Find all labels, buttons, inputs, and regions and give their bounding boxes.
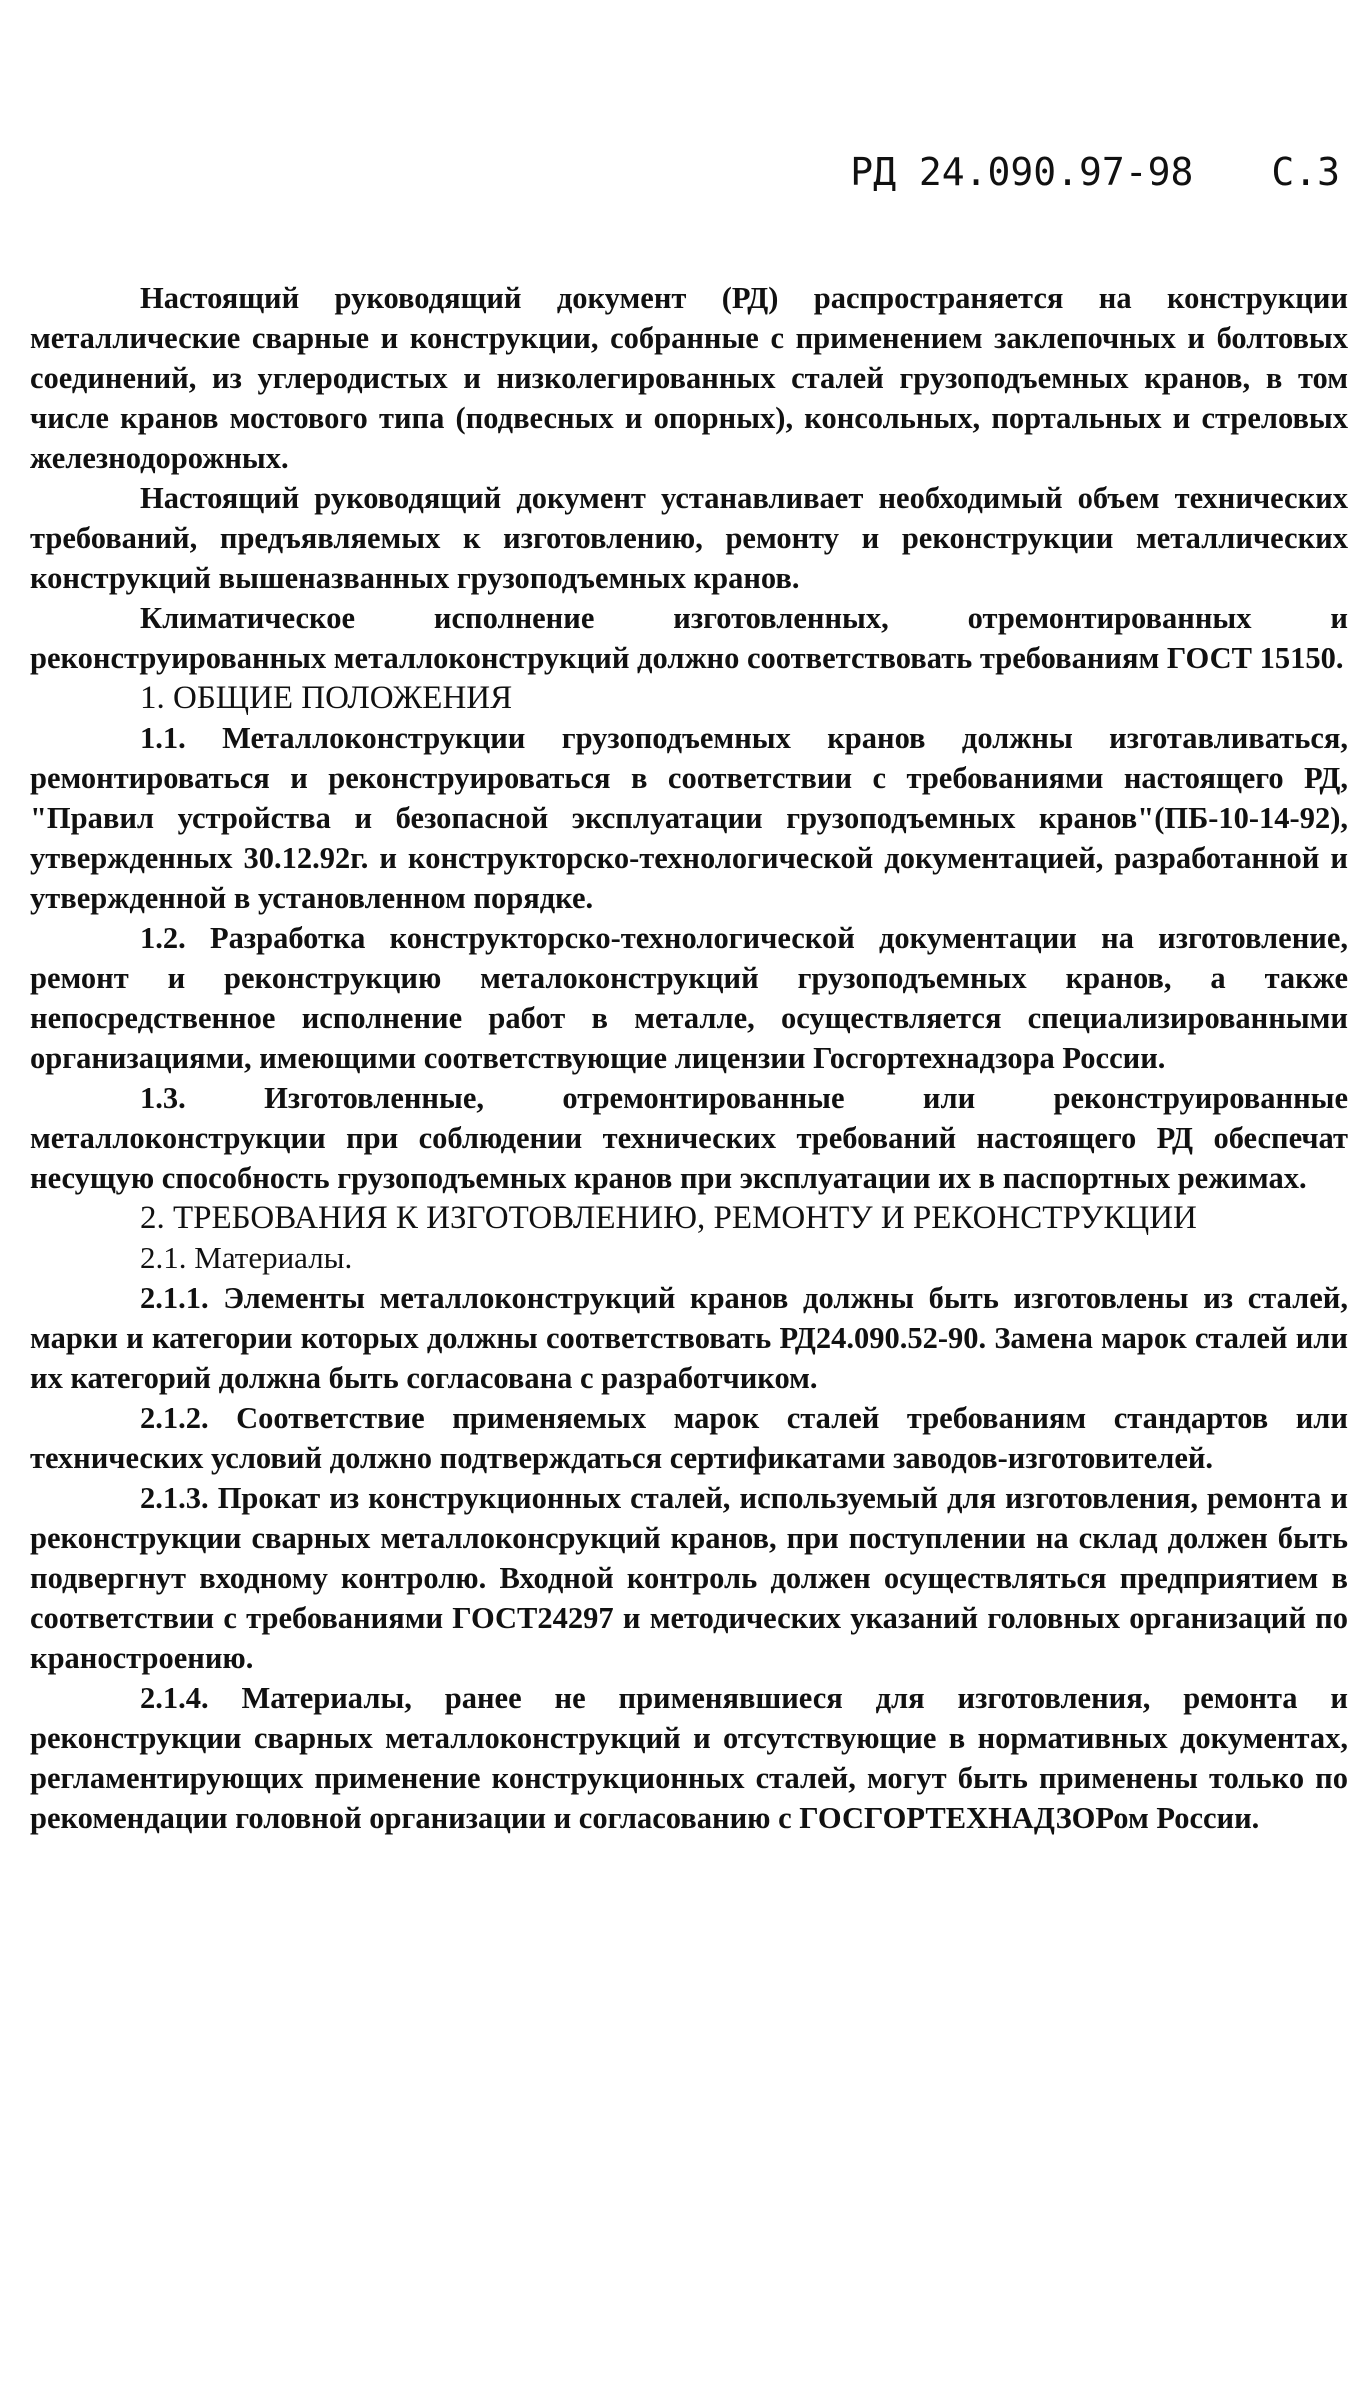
section-2-heading: 2. ТРЕБОВАНИЯ К ИЗГОТОВЛЕНИЮ, РЕМОНТУ И РЕКОНСТРУКЦИИ <box>140 1200 1197 1236</box>
item-1-1: 1.1. Металлоконструкции грузоподъемных кранов должны изготавливаться, ремонтироваться и реконструироваться в соответствии с требованиями настоящего РД, "Правил устройства и безопасной эксплуатации грузоподъемных кранов"(ПБ-10-14-92), утвержденных 30.12.92г. и конструкторско-технологической документацией, разработанной и утвержденной в установленном порядке. <box>30 721 1348 915</box>
item-2-1-3: 2.1.3. Прокат из конструкционных сталей, используемый для изготовления, ремонта и реконструкции сварных металлоконсрукций кранов, при поступлении на склад должен быть подвергнут входному контролю. Входной контроль должен осуществляться предприятием в соответствии с требованиями ГОСТ24297 и методических указаний головных организаций по краностроению. <box>30 1481 1348 1675</box>
intro-paragraph-1: Настоящий руководящий документ (РД) распространяется на конструкции металлические сварные и конструкции, собранные с применением заклепочных и болтовых соединений, из углеродистых и низколегированных сталей грузоподъемных кранов, в том числе кранов мостового типа (подвесных и опорных), консольных, портальных и стреловых железнодорожных. <box>30 281 1348 475</box>
intro-paragraph-2: Настоящий руководящий документ устанавливает необходимый объем технических требований, предъявляемых к изготовлению, ремонту и реконструкции металлических конструкций вышеназванных грузоподъемных кранов. <box>30 481 1348 595</box>
document-body <box>30 278 1348 1838</box>
item-1-3: 1.3. Изготовленные, отремонтированные или реконструированные металлоконструкции при соблюдении технических требований настоящего РД обеспечат несущую способность грузоподъемных кранов при эксплуатации их в паспортных режимах. <box>30 1081 1348 1195</box>
document-code: РД 24.090.97-98 <box>850 150 1194 194</box>
intro-paragraph-3: Климатическое исполнение изготовленных, отремонтированных и реконструированных металлоконструкций должно соответствовать требованиям ГОСТ 15150. <box>30 601 1348 675</box>
section-1-heading: 1. ОБЩИЕ ПОЛОЖЕНИЯ <box>140 680 513 716</box>
item-1-2: 1.2. Разработка конструкторско-технологической документации на изготовление, ремонт и реконструкцию металоконструкций грузоподъемных кранов, а также непосредственное исполнение работ в металле, осуществляется специализированными организациями, имеющими соответствующие лицензии Госгортехнадзора России. <box>30 921 1348 1075</box>
subsection-2-1-heading: 2.1. Материалы. <box>140 1240 353 1275</box>
page-header <box>850 150 1340 194</box>
item-2-1-1: 2.1.1. Элементы металлоконструкций кранов должны быть изготовлены из сталей, марки и категории которых должны соответствовать РД24.090.52-90. Замена марок сталей или их категорий должна быть согласована с разработчиком. <box>30 1281 1348 1395</box>
item-2-1-2: 2.1.2. Соответствие применяемых марок сталей требованиям стандартов или технических условий должно подтверждаться сертификатами заводов-изготовителей. <box>30 1401 1348 1475</box>
page-number: С.3 <box>1271 150 1340 194</box>
item-2-1-4: 2.1.4. Материалы, ранее не применявшиеся для изготовления, ремонта и реконструкции сварных металлоконструкций и отсутствующие в нормативных документах, регламентирующих применение конструкционных сталей, могут быть применены только по рекомендации головной организации и согласованию с ГОСГОРТЕХНАДЗОРом России. <box>30 1681 1348 1835</box>
